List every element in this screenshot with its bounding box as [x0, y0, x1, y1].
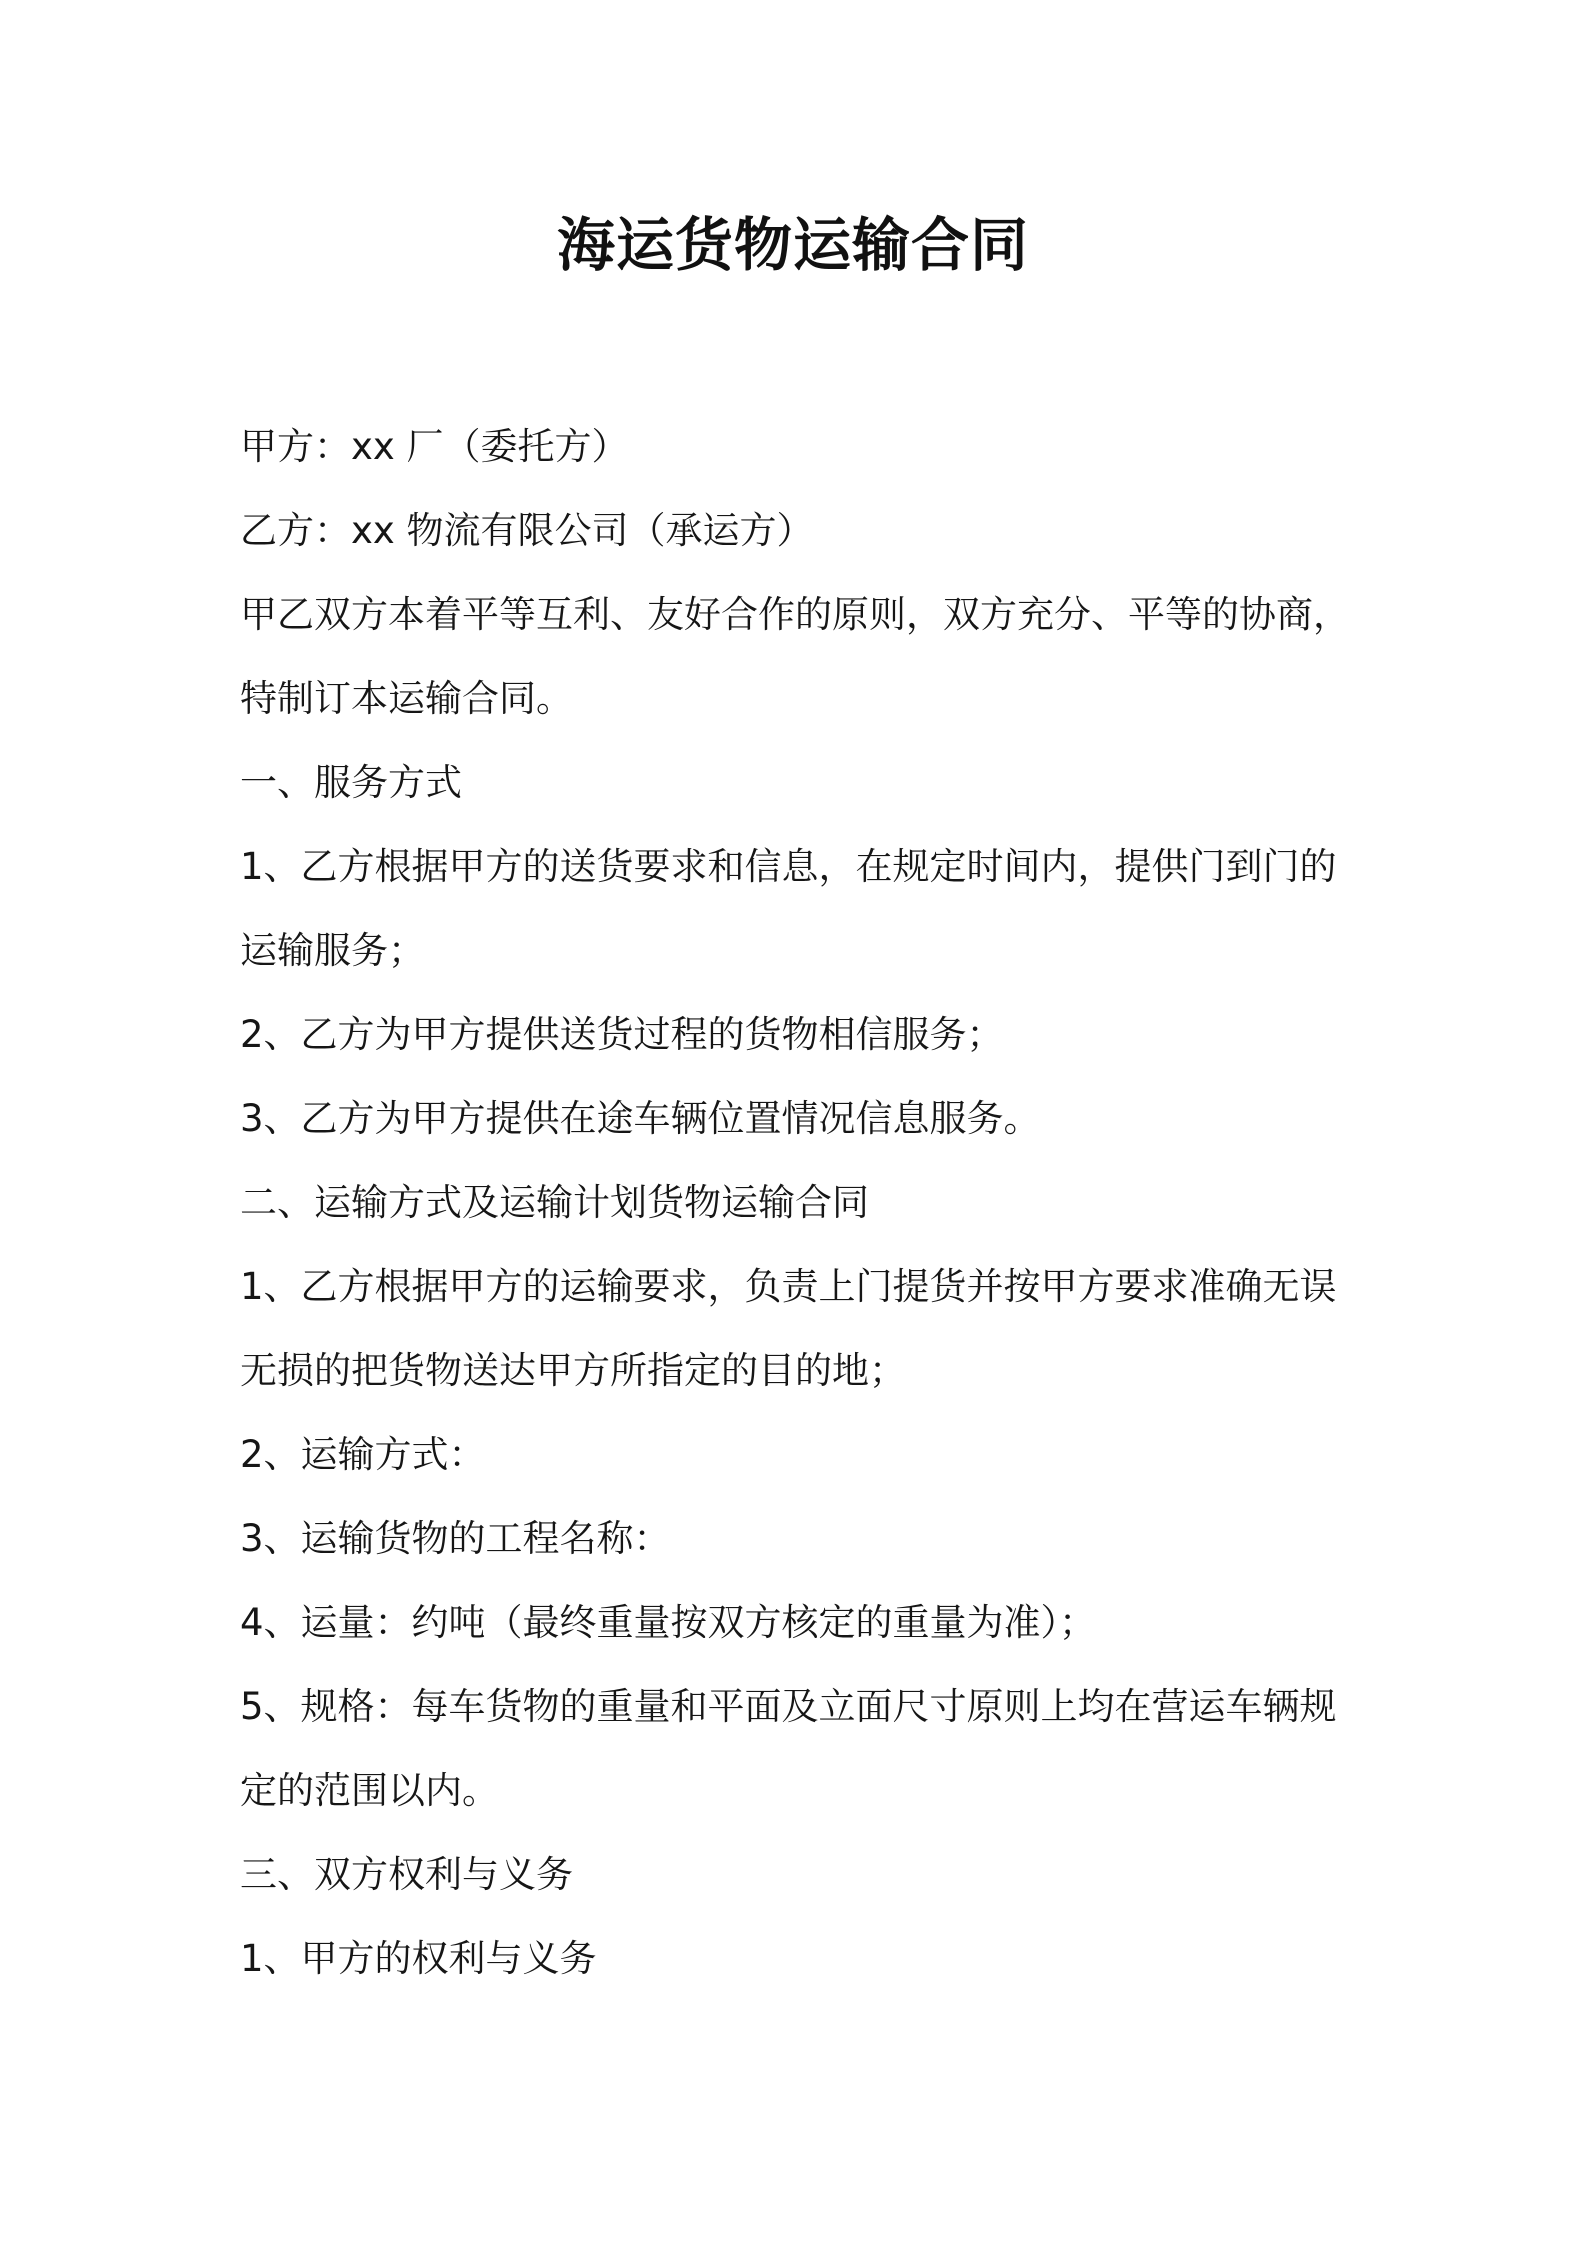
party-a-rights-heading-line: 1、甲方的权利与义务 — [240, 1937, 597, 1980]
section-heading-transport-method: 二、运输方式及运输计划货物运输合同 — [240, 1181, 869, 1224]
service-item-1-line: 1、乙方根据甲方的送货要求和信息，在规定时间内，提供门到门的 — [240, 845, 1337, 888]
preamble-line: 甲乙双方本着平等互利、友好合作的原则，双方充分、平等的协商， — [240, 593, 1350, 636]
service-item-3-line: 3、乙方为甲方提供在途车辆位置情况信息服务。 — [240, 1097, 1041, 1140]
transport-item-2-line: 2、运输方式： — [240, 1433, 486, 1476]
transport-item-1-line: 1、乙方根据甲方的运输要求，负责上门提货并按甲方要求准确无误 — [240, 1265, 1337, 1308]
document-body — [240, 405, 1365, 2001]
transport-item-5-line: 5、规格：每车货物的重量和平面及立面尺寸原则上均在营运车辆规 — [240, 1685, 1337, 1728]
section-heading-service-method: 一、服务方式 — [240, 761, 462, 804]
preamble-continuation-line: 特制订本运输合同。 — [240, 677, 573, 720]
transport-item-1-continuation-line: 无损的把货物送达甲方所指定的目的地； — [240, 1349, 906, 1392]
section-heading-rights-obligations: 三、双方权利与义务 — [240, 1853, 573, 1896]
transport-item-5-continuation-line: 定的范围以内。 — [240, 1769, 499, 1812]
transport-item-4-line: 4、运量：约吨（最终重量按双方核定的重量为准）； — [240, 1601, 1097, 1644]
party-a-line: 甲方：xx 厂（委托方） — [240, 425, 629, 468]
document-title: 海运货物运输合同 — [556, 211, 1029, 279]
service-item-2-line: 2、乙方为甲方提供送货过程的货物相信服务； — [240, 1013, 1004, 1056]
party-b-line: 乙方：xx 物流有限公司（承运方） — [240, 509, 814, 552]
transport-item-3-line: 3、运输货物的工程名称： — [240, 1517, 671, 1560]
service-item-1-continuation-line: 运输服务； — [240, 929, 425, 972]
